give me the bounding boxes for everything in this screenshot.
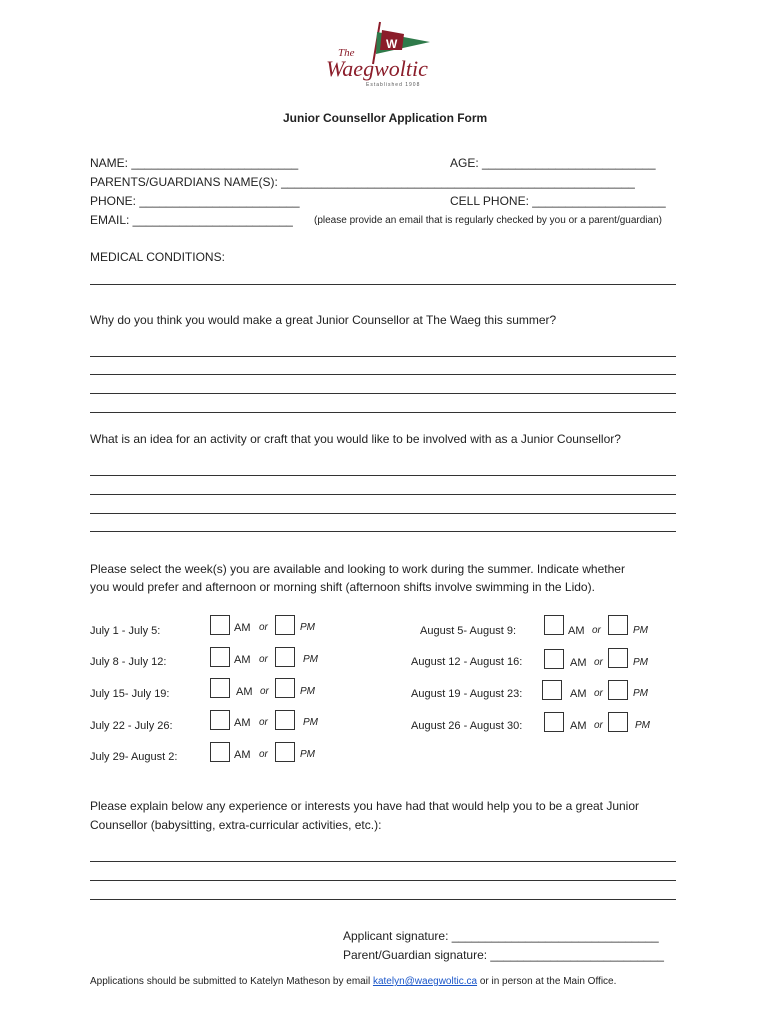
pm-checkbox[interactable] — [275, 742, 295, 762]
or-label: or — [260, 686, 269, 697]
am-checkbox[interactable] — [210, 710, 230, 730]
am-label: AM — [236, 686, 253, 698]
am-checkbox[interactable] — [542, 680, 562, 700]
cell-phone-field[interactable]: CELL PHONE: ____________________ — [450, 194, 666, 208]
parent-signature-field[interactable]: Parent/Guardian signature: __________________________ — [343, 948, 664, 962]
medical-label: MEDICAL CONDITIONS: — [90, 250, 225, 264]
answer-3-line[interactable] — [90, 861, 676, 862]
question-1: Why do you think you would make a great Junior Counsellor at The Waeg this summer? — [90, 313, 557, 327]
answer-2-line[interactable] — [90, 531, 676, 532]
or-label: or — [259, 622, 268, 633]
email-note: (please provide an email that is regularly checked by you or a parent/guardian) — [314, 215, 662, 226]
medical-line[interactable] — [90, 284, 676, 285]
answer-2-line[interactable] — [90, 494, 676, 495]
or-label: or — [594, 720, 603, 731]
answer-1-line[interactable] — [90, 412, 676, 413]
pm-checkbox[interactable] — [275, 615, 295, 635]
pm-label: PM — [300, 686, 315, 697]
weeks-intro-line-1: Please select the week(s) you are available and looking to work during the summer. Indicate whether — [90, 562, 625, 576]
week-label: July 22 - July 26: — [90, 720, 173, 732]
am-label: AM — [234, 717, 251, 729]
am-checkbox[interactable] — [544, 615, 564, 635]
week-label: July 29- August 2: — [90, 751, 178, 763]
question-3-line-2: Counsellor (babysitting, extra-curricular activities, etc.): — [90, 818, 382, 832]
parents-field[interactable]: PARENTS/GUARDIANS NAME(S): _____________________________________________________ — [90, 175, 635, 189]
pm-checkbox[interactable] — [608, 615, 628, 635]
answer-2-line[interactable] — [90, 513, 676, 514]
am-checkbox[interactable] — [210, 615, 230, 635]
answer-3-line[interactable] — [90, 880, 676, 881]
answer-1-line[interactable] — [90, 356, 676, 357]
week-label: July 8 - July 12: — [90, 656, 167, 668]
week-label: August 12 - August 16: — [411, 656, 523, 668]
pm-label: PM — [633, 657, 648, 668]
week-label: July 15- July 19: — [90, 688, 170, 700]
question-2: What is an idea for an activity or craft that you would like to be involved with as a Junior Counsellor? — [90, 432, 621, 446]
week-label: August 5- August 9: — [420, 625, 517, 637]
pm-checkbox[interactable] — [608, 648, 628, 668]
answer-1-line[interactable] — [90, 374, 676, 375]
answer-2-line[interactable] — [90, 475, 676, 476]
pm-checkbox[interactable] — [275, 710, 295, 730]
svg-text:The: The — [338, 47, 355, 59]
am-checkbox[interactable] — [210, 742, 230, 762]
pm-checkbox[interactable] — [608, 712, 628, 732]
svg-text:Established 1908: Established 1908 — [366, 82, 421, 88]
pm-checkbox[interactable] — [275, 647, 295, 667]
footer-note — [90, 976, 616, 987]
am-label: AM — [570, 720, 587, 732]
name-field[interactable]: NAME: _________________________ — [90, 156, 299, 170]
question-3-line-1: Please explain below any experience or interests you have had that would help you to be a great Junior — [90, 799, 640, 813]
am-label: AM — [234, 654, 251, 666]
or-label: or — [259, 749, 268, 760]
week-label: August 26 - August 30: — [411, 720, 523, 732]
footer-text-before: Applications should be submitted to Katelyn Matheson by email — [90, 976, 373, 987]
am-checkbox[interactable] — [544, 712, 564, 732]
pm-checkbox[interactable] — [608, 680, 628, 700]
waegwoltic-logo — [318, 20, 438, 90]
pm-label: PM — [303, 654, 318, 665]
weeks-intro-line-2: you would prefer and afternoon or morning shift (afternoon shifts involve swimming in the Lido). — [90, 580, 595, 594]
pm-label: PM — [635, 720, 650, 731]
week-label: August 19 - August 23: — [411, 688, 523, 700]
pm-label: PM — [633, 625, 648, 636]
am-checkbox[interactable] — [210, 678, 230, 698]
pm-label: PM — [300, 622, 315, 633]
or-label: or — [259, 654, 268, 665]
pm-label: PM — [303, 717, 318, 728]
pm-checkbox[interactable] — [275, 678, 295, 698]
am-label: AM — [234, 749, 251, 761]
svg-text:W: W — [386, 37, 398, 51]
applicant-signature-field[interactable]: Applicant signature: _______________________________ — [343, 929, 659, 943]
form-title: Junior Counsellor Application Form — [283, 111, 488, 125]
week-label: July 1 - July 5: — [90, 625, 161, 637]
am-label: AM — [234, 622, 251, 634]
pm-label: PM — [300, 749, 315, 760]
am-checkbox[interactable] — [210, 647, 230, 667]
or-label: or — [594, 657, 603, 668]
or-label: or — [592, 625, 601, 636]
answer-1-line[interactable] — [90, 393, 676, 394]
or-label: or — [259, 717, 268, 728]
phone-field[interactable]: PHONE: ________________________ — [90, 194, 300, 208]
answer-3-line[interactable] — [90, 899, 676, 900]
pm-label: PM — [633, 688, 648, 699]
footer-text-after: or in person at the Main Office. — [477, 976, 617, 987]
contact-email-link[interactable]: katelyn@waegwoltic.ca — [372, 976, 478, 987]
am-label: AM — [568, 625, 585, 637]
age-field[interactable]: AGE: __________________________ — [450, 156, 656, 170]
email-field[interactable]: EMAIL: ________________________ — [90, 213, 293, 227]
svg-text:Waegwoltic: Waegwoltic — [326, 56, 428, 81]
am-label: AM — [570, 688, 587, 700]
am-label: AM — [570, 657, 587, 669]
am-checkbox[interactable] — [544, 649, 564, 669]
or-label: or — [594, 688, 603, 699]
flag-icon — [318, 20, 438, 90]
